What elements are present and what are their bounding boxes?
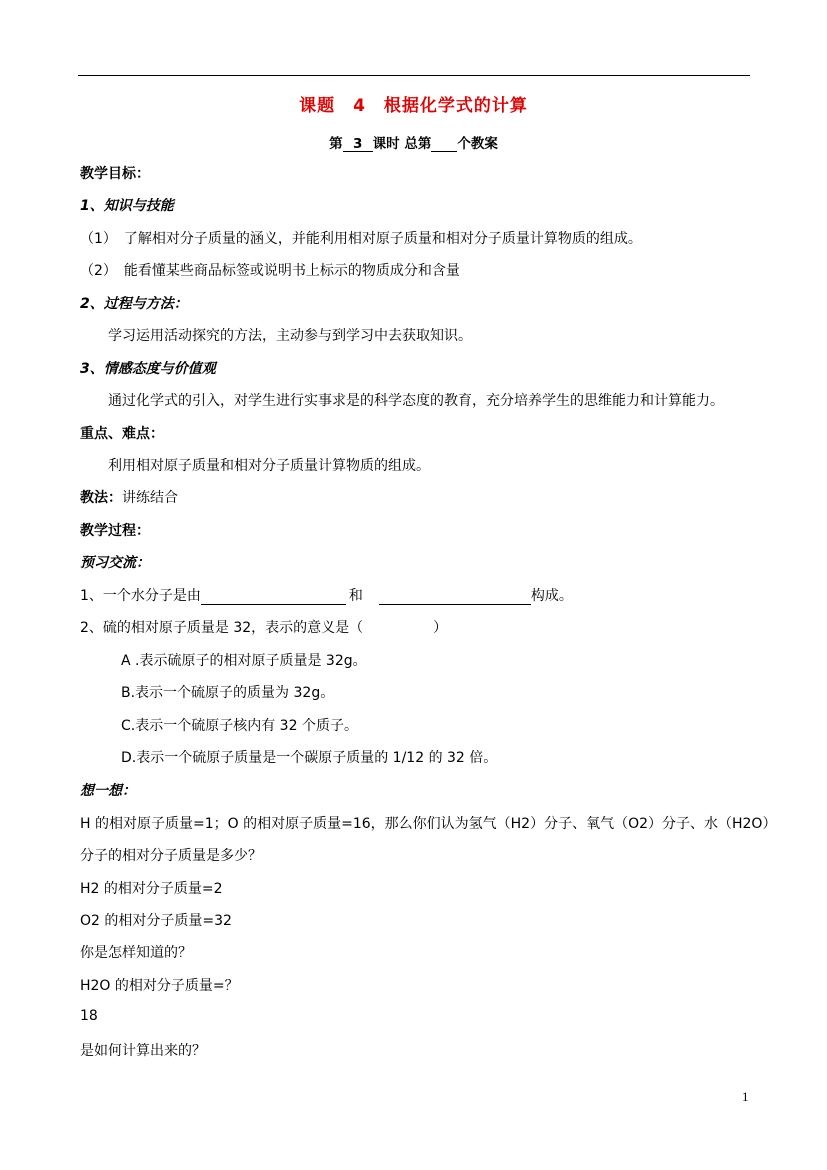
knowledge-skills-heading: 1、知识与技能 [80, 198, 174, 214]
teaching-method-value: 讲练结合 [122, 490, 178, 506]
question-2: 2、硫的相对原子质量是 32，表示的意义是（ ） [80, 620, 448, 636]
teaching-process-heading: 教学过程： [80, 523, 150, 539]
question-1-blank-1[interactable] [201, 589, 346, 605]
question-1-prefix: 1、一个水分子是由 [80, 588, 201, 604]
h2o-mass-question: H2O 的相对分子质量=？ [80, 978, 239, 994]
option-d: D.表示一个硫原子质量是一个碳原子质量的 1/12 的 32 倍。 [121, 750, 498, 766]
teaching-method [80, 487, 178, 507]
o2-mass: O2 的相对分子质量=32 [80, 913, 232, 929]
attitude-values-text: 通过化学式的引入，对学生进行实事求是的科学态度的教育，充分培养学生的思维能力和计算能力。 [108, 393, 724, 409]
question-1 [80, 585, 573, 605]
lesson-subtitle [0, 132, 827, 152]
attitude-values-heading: 3、情感态度与价值观 [80, 361, 216, 377]
objectives-heading: 教学目标： [80, 166, 150, 182]
key-points-heading: 重点、难点： [80, 426, 164, 442]
total-number-blank [431, 136, 457, 152]
subtitle-suffix: 个教案 [457, 136, 498, 152]
question-1-suffix: 构成。 [530, 588, 573, 604]
calculation-question: 是如何计算出来的？ [80, 1043, 206, 1059]
page-number: 1 [742, 1089, 749, 1104]
teaching-method-label: 教法： [80, 490, 122, 506]
think-heading: 想一想： [80, 783, 136, 799]
option-b: B.表示一个硫原子的质量为 32g。 [121, 685, 335, 701]
h2o-mass-answer: 18 [80, 1008, 98, 1024]
subtitle-middle: 课时 总第 [372, 136, 432, 152]
h2-mass: H2 的相对分子质量=2 [80, 881, 223, 897]
think-question-line-1: H 的相对原子质量=1；O 的相对原子质量=16，那么你们认为氢气（H2）分子、氧气（O2）分子、水（H2O） [80, 816, 777, 832]
process-method-heading: 2、过程与方法： [80, 296, 188, 312]
how-known-question: 你是怎样知道的？ [80, 945, 192, 961]
think-question-line-2: 分子的相对分子质量是多少？ [80, 848, 262, 864]
option-a: A .表示硫原子的相对原子质量是 32g。 [121, 653, 367, 669]
header-rule [78, 75, 750, 76]
subtitle-prefix: 第 [329, 136, 343, 152]
process-method-text: 学习运用活动探究的方法，主动参与到学习中去获取知识。 [108, 328, 472, 344]
key-points-text: 利用相对原子质量和相对分子质量计算物质的组成。 [108, 458, 430, 474]
question-1-blank-2[interactable] [379, 589, 531, 605]
lesson-number-blank: 3 [343, 136, 373, 152]
lesson-title: 课题 4 根据化学式的计算 [299, 96, 528, 116]
question-1-and: 和 [348, 588, 363, 604]
objective-item-1: （1） 了解相对分子质量的涵义，并能利用相对原子质量和相对分子质量计算物质的组成。 [80, 231, 642, 247]
option-c: C.表示一个硫原子核内有 32 个质子。 [121, 718, 358, 734]
preview-heading: 预习交流： [80, 555, 150, 571]
objective-item-2: （2） 能看懂某些商品标签或说明书上标示的物质成分和含量 [80, 263, 460, 279]
